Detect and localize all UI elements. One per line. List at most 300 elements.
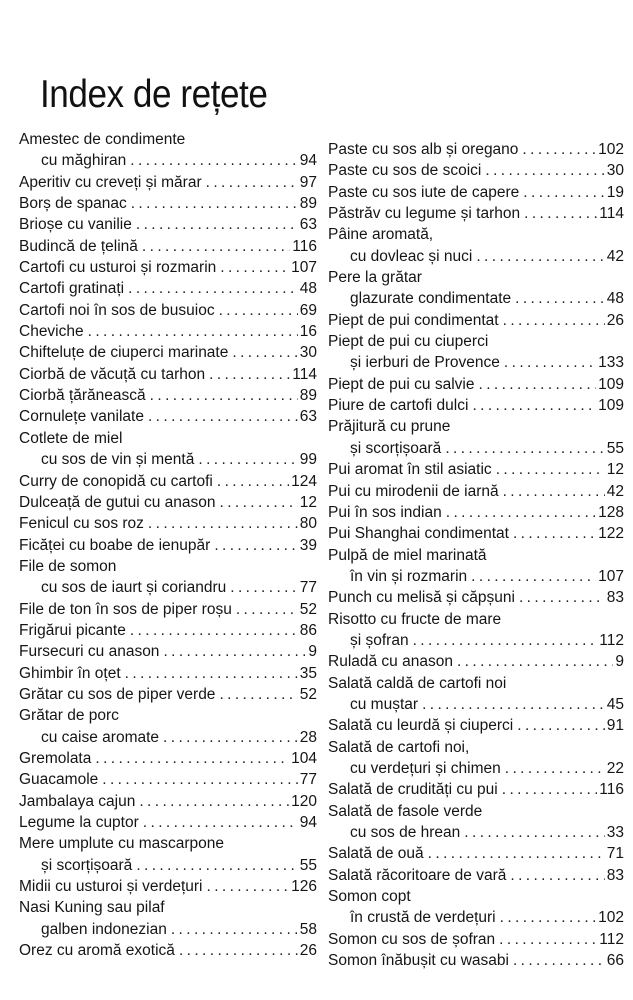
index-entry: [19, 641, 317, 662]
entry-line: [328, 694, 624, 715]
dot-leader: [464, 822, 604, 843]
index-entry: [328, 160, 624, 181]
page-number: 55: [299, 856, 317, 874]
page-number: 89: [299, 387, 317, 405]
entry-line: [328, 502, 624, 523]
recipe-name: Midii cu usturoi și verdețuri: [19, 878, 203, 896]
recipe-name: Paste cu sos alb și oregano: [328, 141, 519, 158]
page-number: 112: [599, 631, 624, 649]
entry-line: [19, 257, 317, 278]
entry-line: [328, 566, 624, 587]
dot-leader: [504, 352, 596, 373]
recipe-name: Pere la grătar: [328, 269, 422, 287]
page-number: 109: [598, 397, 624, 415]
dot-leader: [128, 278, 298, 299]
page-number: 12: [299, 493, 317, 511]
entry-line: [328, 758, 624, 779]
recipe-name: în crustă de verdețuri: [350, 909, 496, 927]
dot-leader: [214, 535, 297, 556]
recipe-name: cu muștar: [350, 695, 419, 713]
recipe-name: Pâine aromată,: [328, 226, 434, 244]
page-number: 9: [308, 643, 317, 661]
dot-leader: [232, 342, 297, 363]
index-entry: [328, 310, 624, 331]
entry-line: [328, 160, 624, 181]
index-entry: [19, 897, 317, 940]
page-number: 133: [598, 354, 624, 372]
index-entry: [19, 236, 317, 257]
page-number: 99: [299, 451, 317, 469]
recipe-name: Cotlete de miel: [19, 429, 123, 447]
index-entry: [19, 812, 317, 833]
index-column-left: [19, 129, 317, 961]
entry-line: [19, 513, 317, 534]
recipe-name: Jambalaya cajun: [19, 792, 136, 810]
recipe-name: Salată răcoritoare de vară: [328, 866, 507, 884]
recipe-name: Fenicul cu sos roz: [19, 515, 144, 533]
index-entry: [19, 876, 317, 897]
page-number: 55: [606, 439, 624, 457]
recipe-name: Aperitiv cu creveți și mărar: [19, 173, 202, 191]
entry-line: [19, 193, 317, 214]
entry-line: [19, 727, 317, 748]
index-entry: [19, 342, 317, 363]
entry-line: [328, 907, 624, 928]
recipe-name: Paste cu sos de scoici: [328, 162, 482, 180]
recipe-name: Amestec de condimente: [19, 131, 186, 148]
page-number: 69: [299, 301, 317, 319]
entry-line: [19, 172, 317, 193]
recipe-name: Piept de pui cu ciuperci: [328, 333, 489, 351]
index-entry: [19, 599, 317, 620]
entry-line: [328, 822, 624, 843]
entry-line: [328, 779, 624, 800]
dot-leader: [163, 641, 306, 662]
entry-line: [19, 641, 317, 662]
index-entry: [19, 385, 317, 406]
dot-leader: [457, 651, 613, 672]
entry-heading-line: [328, 267, 624, 288]
index-entry: [328, 224, 624, 267]
dot-leader: [515, 288, 605, 309]
index-entry: [328, 651, 624, 672]
dot-leader: [220, 257, 289, 278]
entry-line: [328, 352, 624, 373]
index-entry: [328, 416, 624, 459]
entry-heading-line: [19, 897, 317, 918]
index-entry: [19, 278, 317, 299]
entry-line: [328, 139, 624, 160]
page-number: 26: [299, 942, 317, 960]
dot-leader: [502, 779, 598, 800]
dot-leader: [503, 310, 605, 331]
index-entry: [328, 139, 624, 160]
page-number: 86: [299, 621, 317, 639]
page-number: 104: [291, 749, 317, 767]
page-number: 52: [299, 600, 317, 618]
entry-line: [19, 855, 317, 876]
index-entry: [328, 801, 624, 844]
dot-leader: [131, 193, 298, 214]
recipe-name: în vin și rozmarin: [350, 567, 468, 585]
dot-leader: [513, 950, 605, 971]
index-entry: [328, 779, 624, 800]
recipe-name: Salată de crudități cu pui: [328, 781, 498, 799]
recipe-name: galben indonezian: [41, 920, 167, 938]
recipe-name: Chifteluțe de ciuperci marinate: [19, 344, 229, 362]
dot-leader: [102, 769, 297, 790]
page-number: 91: [606, 717, 624, 735]
recipe-name: cu caise aromate: [41, 728, 160, 746]
page-number: 94: [299, 814, 317, 831]
entry-line: [328, 481, 624, 502]
page-number: 63: [299, 216, 317, 234]
recipe-name: Pui în sos indian: [328, 503, 442, 521]
dot-leader: [428, 843, 605, 864]
index-entry: [19, 748, 317, 769]
entry-line: [328, 715, 624, 736]
page-number: 107: [291, 259, 317, 277]
dot-leader: [142, 236, 290, 257]
dot-leader: [88, 321, 298, 342]
index-entry: [328, 374, 624, 395]
entry-line: [328, 929, 624, 950]
entry-line: [328, 288, 624, 309]
dot-leader: [136, 855, 297, 876]
index-entry: [19, 663, 317, 684]
index-entry: [19, 257, 317, 278]
index-entry: [19, 513, 317, 534]
recipe-name: Salată de ouă: [328, 845, 424, 863]
page-number: 30: [299, 344, 317, 362]
dot-leader: [230, 577, 298, 598]
entry-line: [328, 459, 624, 480]
index-entry: [328, 545, 624, 588]
index-entry: [19, 791, 317, 812]
index-entry: [328, 331, 624, 374]
dot-leader: [446, 502, 596, 523]
page-number: 102: [598, 909, 624, 927]
page-number: 124: [291, 472, 317, 490]
recipe-name: Nasi Kuning sau pilaf: [19, 899, 165, 917]
index-entry: [19, 556, 317, 599]
index-entry: [328, 843, 624, 864]
recipe-name: Ciorbă țărănească: [19, 387, 146, 405]
entry-heading-line: [328, 886, 624, 907]
page-number: 16: [299, 323, 317, 341]
index-column-right: [328, 139, 624, 971]
page-number: 112: [599, 930, 624, 948]
page-number: 22: [606, 759, 624, 777]
recipe-name: Salată de cartofi noi,: [328, 738, 470, 756]
recipe-name: glazurate condimentate: [350, 290, 512, 308]
entry-line: [19, 919, 317, 940]
index-entry: [328, 929, 624, 950]
page-number: 83: [606, 589, 624, 607]
index-entry: [328, 609, 624, 652]
index-entry: [19, 492, 317, 513]
entry-line: [19, 471, 317, 492]
index-entry: [19, 364, 317, 385]
entry-line: [328, 523, 624, 544]
recipe-name: Salată caldă de cartofi noi: [328, 674, 507, 692]
recipe-name: Piept de pui condimentat: [328, 311, 499, 329]
recipe-name: Ghimbir în oțet: [19, 664, 121, 682]
page-number: 52: [299, 685, 317, 703]
page-number: 58: [299, 920, 317, 938]
recipe-name: Ciorbă de văcuță cu tarhon: [19, 365, 206, 383]
recipe-name: Prăjitură cu prune: [328, 418, 451, 436]
page-number: 80: [299, 515, 317, 533]
entry-line: [19, 236, 317, 257]
recipe-name: cu sos de iaurt și coriandru: [41, 579, 227, 597]
page-number: 102: [598, 141, 624, 158]
page-number: 39: [299, 536, 317, 554]
index-entry: [19, 214, 317, 235]
dot-leader: [179, 940, 298, 961]
entry-line: [328, 203, 624, 224]
recipe-name: Somon cu sos de șofran: [328, 930, 496, 948]
recipe-name: și scorțișoară: [41, 856, 133, 874]
entry-line: [19, 577, 317, 598]
index-entry: [19, 428, 317, 471]
recipe-name: Somon copt: [328, 888, 411, 906]
dot-leader: [522, 139, 596, 160]
recipe-name: Pui aromat în stil asiatic: [328, 461, 492, 479]
entry-line: [19, 599, 317, 620]
entry-line: [19, 535, 317, 556]
entry-line: [19, 364, 317, 385]
dot-leader: [219, 492, 297, 513]
entry-line: [328, 310, 624, 331]
recipe-name: Brioșe cu vanilie: [19, 216, 132, 234]
entry-line: [19, 150, 317, 171]
dot-leader: [510, 865, 604, 886]
page-number: 19: [606, 183, 624, 201]
entry-line: [19, 492, 317, 513]
page-number: 77: [299, 579, 317, 597]
entry-line: [19, 406, 317, 427]
entry-heading-line: [328, 545, 624, 566]
page-number: 97: [299, 173, 317, 191]
recipe-name: Gremolata: [19, 749, 92, 767]
index-entry: [328, 587, 624, 608]
dot-leader: [413, 630, 598, 651]
index-entry: [328, 395, 624, 416]
dot-leader: [95, 748, 289, 769]
entry-heading-line: [328, 331, 624, 352]
index-entry: [19, 833, 317, 876]
entry-line: [328, 865, 624, 886]
recipe-name: Pui Shanghai condimentat: [328, 525, 509, 543]
recipe-name: Păstrăv cu legume și tarhon: [328, 205, 521, 223]
entry-line: [328, 587, 624, 608]
dot-leader: [139, 791, 289, 812]
dot-leader: [206, 876, 289, 897]
entry-heading-line: [19, 556, 317, 577]
index-entry: [328, 673, 624, 716]
dot-leader: [478, 374, 596, 395]
entry-line: [19, 812, 317, 833]
dot-leader: [523, 182, 604, 203]
index-entry: [19, 300, 317, 321]
recipe-name: Curry de conopidă cu cartofi: [19, 472, 213, 490]
recipe-name: Pui cu mirodenii de iarnă: [328, 482, 499, 500]
dot-leader: [136, 214, 298, 235]
index-entry: [328, 203, 624, 224]
recipe-name: Cornulețe vanilate: [19, 408, 144, 426]
dot-leader: [476, 246, 604, 267]
dot-leader: [150, 385, 298, 406]
entry-line: [328, 246, 624, 267]
recipe-name: Risotto cu fructe de mare: [328, 610, 502, 628]
dot-leader: [163, 727, 298, 748]
recipe-name: Somon înăbușit cu wasabi: [328, 952, 509, 970]
page-title: Index de rețete: [40, 73, 268, 117]
page-number: 42: [606, 247, 624, 265]
dot-leader: [472, 395, 596, 416]
page-number: 89: [299, 195, 317, 213]
page-number: 71: [606, 845, 624, 863]
page-number: 120: [291, 792, 317, 810]
entry-line: [328, 651, 624, 672]
entry-line: [328, 182, 624, 203]
dot-leader: [143, 812, 298, 833]
recipe-name: Paste cu sos iute de capere: [328, 183, 520, 201]
page-number: 48: [606, 290, 624, 308]
entry-heading-line: [328, 416, 624, 437]
recipe-name: și șofran: [350, 631, 409, 649]
recipe-name: Borș de spanac: [19, 195, 127, 213]
page-number: 42: [606, 482, 624, 500]
recipe-name: cu dovleac și nuci: [350, 247, 473, 265]
recipe-name: File de somon: [19, 557, 117, 575]
recipe-name: cu sos de vin și mentă: [41, 451, 195, 469]
index-entry: [328, 715, 624, 736]
index-entry: [19, 129, 317, 172]
page-number: 9: [615, 653, 624, 671]
entry-line: [19, 214, 317, 235]
entry-heading-line: [328, 609, 624, 630]
page-number: 28: [299, 728, 317, 746]
recipe-name: Piure de cartofi dulci: [328, 397, 469, 415]
page-number: 128: [598, 503, 624, 521]
dot-leader: [236, 599, 298, 620]
entry-line: [19, 748, 317, 769]
entry-line: [328, 438, 624, 459]
entry-heading-line: [328, 801, 624, 822]
dot-leader: [485, 160, 604, 181]
page-number: 30: [606, 162, 624, 180]
recipe-name: File de ton în sos de piper roșu: [19, 600, 232, 618]
dot-leader: [496, 459, 605, 480]
recipe-name: Punch cu melisă și căpșuni: [328, 589, 515, 607]
entry-line: [19, 449, 317, 470]
index-entry: [19, 471, 317, 492]
page-number: 48: [299, 280, 317, 298]
index-entry: [328, 737, 624, 780]
dot-leader: [148, 406, 298, 427]
recipe-name: Guacamole: [19, 771, 99, 789]
index-entry: [328, 950, 624, 971]
recipe-name: Ficăței cu boabe de ienupăr: [19, 536, 211, 554]
page-number: 114: [599, 205, 624, 223]
entry-line: [328, 950, 624, 971]
entry-heading-line: [19, 129, 317, 150]
recipe-name: și scorțișoară: [350, 439, 442, 457]
recipe-name: Salată cu leurdă și ciuperci: [328, 717, 514, 735]
dot-leader: [422, 694, 605, 715]
index-entry: [328, 459, 624, 480]
dot-leader: [519, 587, 605, 608]
entry-line: [19, 321, 317, 342]
index-entry: [19, 940, 317, 961]
entry-heading-line: [328, 737, 624, 758]
page-number: 126: [291, 878, 317, 896]
index-entry: [328, 481, 624, 502]
entry-heading-line: [19, 428, 317, 449]
dot-leader: [219, 300, 298, 321]
index-entry: [19, 172, 317, 193]
dot-leader: [499, 929, 597, 950]
index-entry: [19, 769, 317, 790]
dot-leader: [148, 513, 298, 534]
recipe-name: cu verdețuri și chimen: [350, 759, 501, 777]
dot-leader: [125, 663, 298, 684]
entry-line: [19, 769, 317, 790]
index-entry: [328, 865, 624, 886]
recipe-name: cu măghiran: [41, 152, 127, 170]
entry-heading-line: [19, 705, 317, 726]
index-entry: [19, 193, 317, 214]
recipe-name: Piept de pui cu salvie: [328, 375, 475, 393]
index-entry: [19, 684, 317, 705]
recipe-name: Cartofi gratinați: [19, 280, 125, 298]
recipe-name: Orez cu aromă exotică: [19, 942, 175, 960]
page-number: 63: [299, 408, 317, 426]
page-number: 12: [606, 461, 624, 479]
entry-line: [19, 342, 317, 363]
recipe-name: Fursecuri cu anason: [19, 643, 160, 661]
index-entry: [328, 886, 624, 929]
entry-line: [19, 663, 317, 684]
dot-leader: [500, 907, 597, 928]
page-number: 114: [292, 365, 317, 383]
recipe-name: Ruladă cu anason: [328, 653, 453, 671]
dot-leader: [206, 172, 298, 193]
entry-line: [19, 791, 317, 812]
page-number: 66: [606, 952, 624, 970]
page-number: 45: [606, 695, 624, 713]
dot-leader: [445, 438, 604, 459]
recipe-name: Cartofi cu usturoi și rozmarin: [19, 259, 217, 277]
index-entry: [328, 267, 624, 310]
recipe-name: Salată de fasole verde: [328, 802, 483, 820]
dot-leader: [524, 203, 597, 224]
recipe-name: Budincă de țelină: [19, 237, 138, 255]
page-number: 116: [599, 781, 624, 799]
page-number: 26: [606, 311, 624, 329]
dot-leader: [219, 684, 297, 705]
entry-line: [19, 385, 317, 406]
recipe-name: și ierburi de Provence: [350, 354, 500, 372]
page-number: 107: [598, 567, 624, 585]
dot-leader: [517, 715, 605, 736]
entry-line: [328, 630, 624, 651]
dot-leader: [171, 919, 298, 940]
index-entry: [328, 182, 624, 203]
dot-leader: [513, 523, 596, 544]
